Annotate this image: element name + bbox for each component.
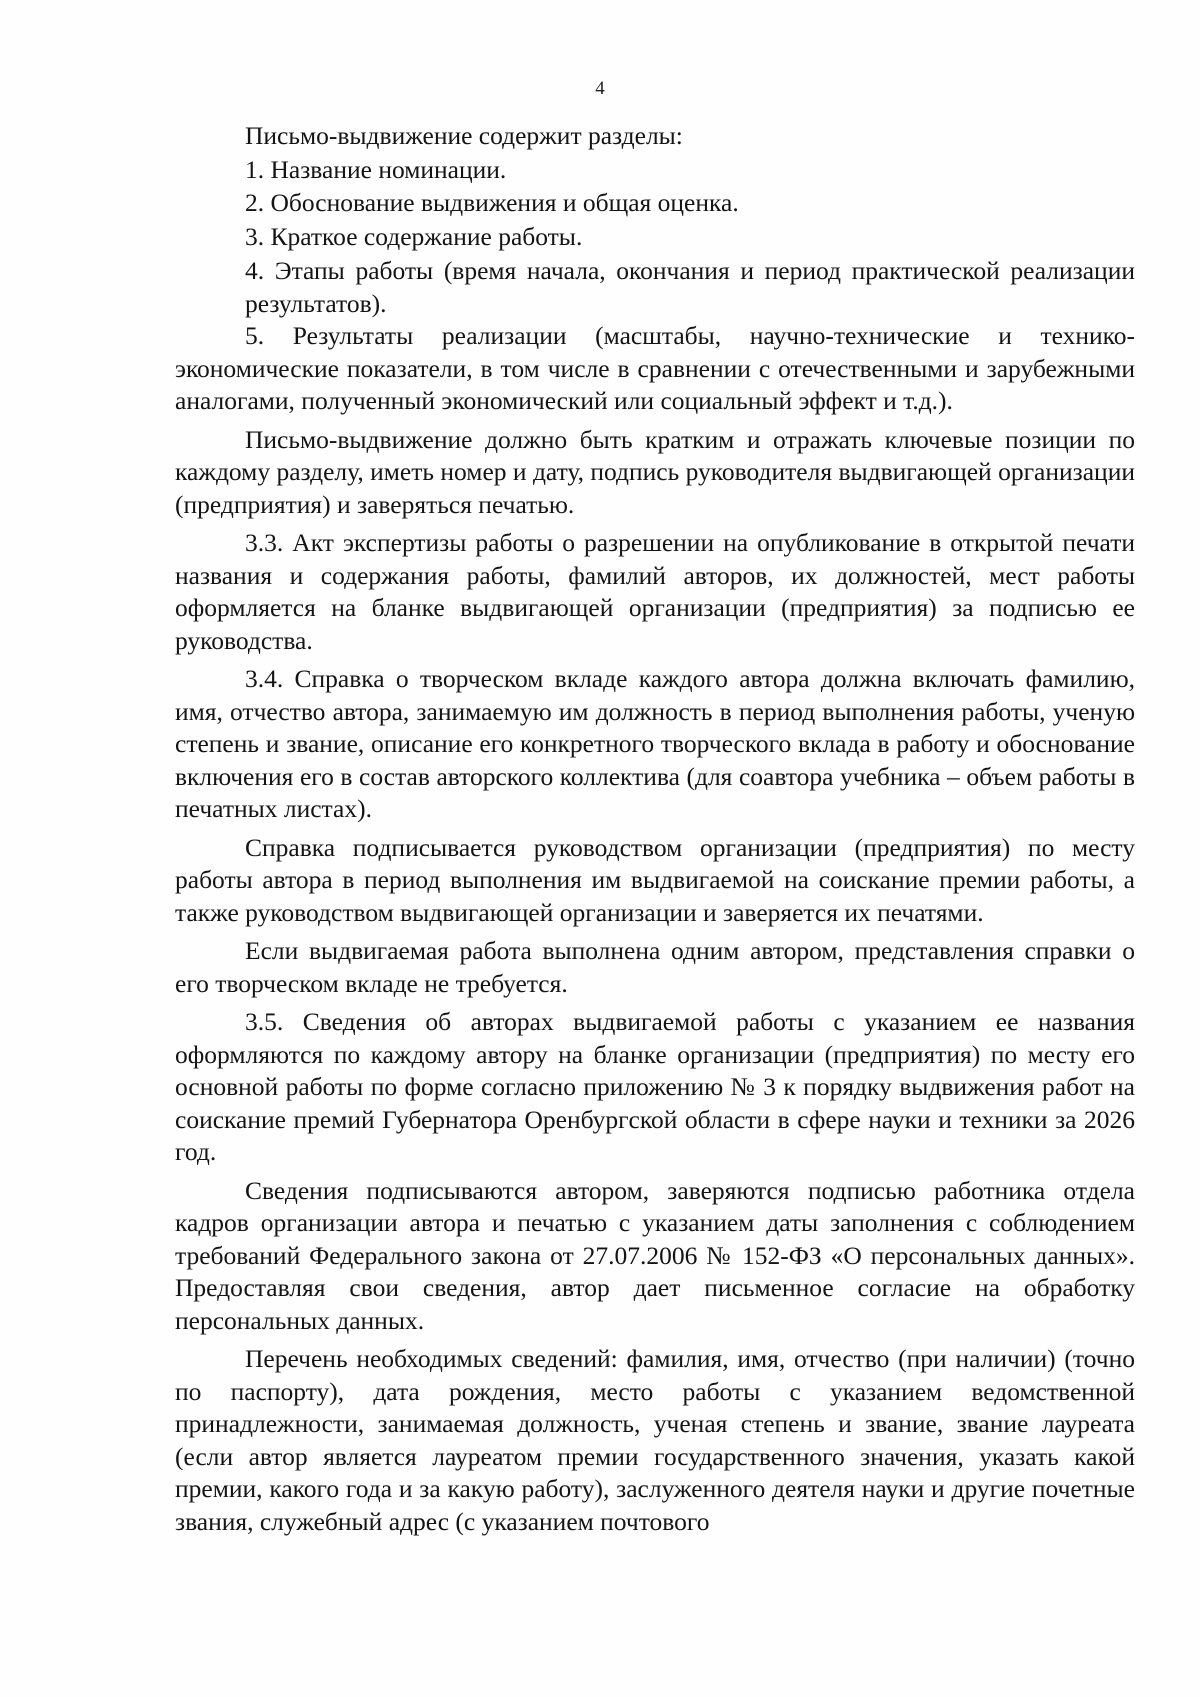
document-body [175,120,1135,1538]
paragraph-intro: Письмо-выдвижение содержит разделы: [245,121,683,150]
paragraph-required-info: Перечень необходимых сведений: фамилия, имя, отчество (при наличии) (точно по паспорту), дата рождения, место работы с указанием ведомственной принадлежности, занимаемая должность, ученая степень и звание, звание лауреата (если автор является лауреатом премии государственного значения, указать какой премии, какого года и за какую работу), заслуженного деятеля науки и другие почетные звания, служебный адрес (с указанием почтового [175,1344,1135,1536]
paragraph-3-5: 3.5. Сведения об авторах выдвигаемой работы с указанием ее названия оформляются по каждому автору на бланке организации (предприятия) по месту его основной работы по форме согласно приложению № 3 к порядку выдвижения работ на соискание премий Губернатора Оренбургской области в сфере науки и техники за 2026 год. [175,1007,1135,1166]
paragraph-certificate-signing: Справка подписывается руководством организации (предприятия) по месту работы автора в период выполнения им выдвигаемой на соискание премии работы, а также руководством выдвигающей организации и заверяется их печатями. [175,832,1135,927]
list-item-3: 3. Краткое содержание работы. [245,221,583,251]
paragraph-3-3: 3.3. Акт экспертизы работы о разрешении на опубликование в открытой печати названия и содержания работы, фамилий авторов, их должностей, мест работы оформляется на бланке выдвигающей организации (предприятия) за подписью ее руководства. [175,528,1135,655]
paragraph-single-author: Если выдвигаемая работа выполнена одним автором, представления справки о его творческом вкладе не требуется. [175,936,1135,998]
paragraph-info-signing: Сведения подписываются автором, заверяются подписью работника отдела кадров организации автора и печатью с указанием даты заполнения с соблюдением требований Федерального закона от 27.07.2006 № 152-ФЗ «О персональных данных». Предоставляя свои сведения, автор дает письменное согласие на обработку персональных данных. [175,1175,1135,1335]
list-item-2: 2. Обоснование выдвижения и общая оценка. [245,188,739,217]
paragraph-letter-requirements: Письмо-выдвижение должно быть кратким и отражать ключевые позиции по каждому разделу, иметь номер и дату, подпись руководителя выдвигающей организации (предприятия) и заверяться печатью. [175,424,1135,519]
page-number: 4 [595,78,605,99]
paragraph-3-4: 3.4. Справка о творческом вкладе каждого автора должна включать фамилию, имя, отчество автора, занимаемую им должность в период выполнения работы, ученую степень и звание, описание его конкретного творческого вклада в работу и обоснование включения его в состав авторского коллектива (для соавтора учебника – объем работы в печатных листах). [175,664,1135,823]
list-item-1: 1. Название номинации. [245,154,507,184]
list-item-4: 4. Этапы работы (время начала, окончания и период практической реализации результатов). [245,256,1135,318]
list-item-5: 5. Результаты реализации (масштабы, научно-технические и технико-экономические показатели, в том числе в сравнении с отечественными и зарубежными аналогами, полученный экономический или социальный эффект и т.д.). [175,321,1135,415]
